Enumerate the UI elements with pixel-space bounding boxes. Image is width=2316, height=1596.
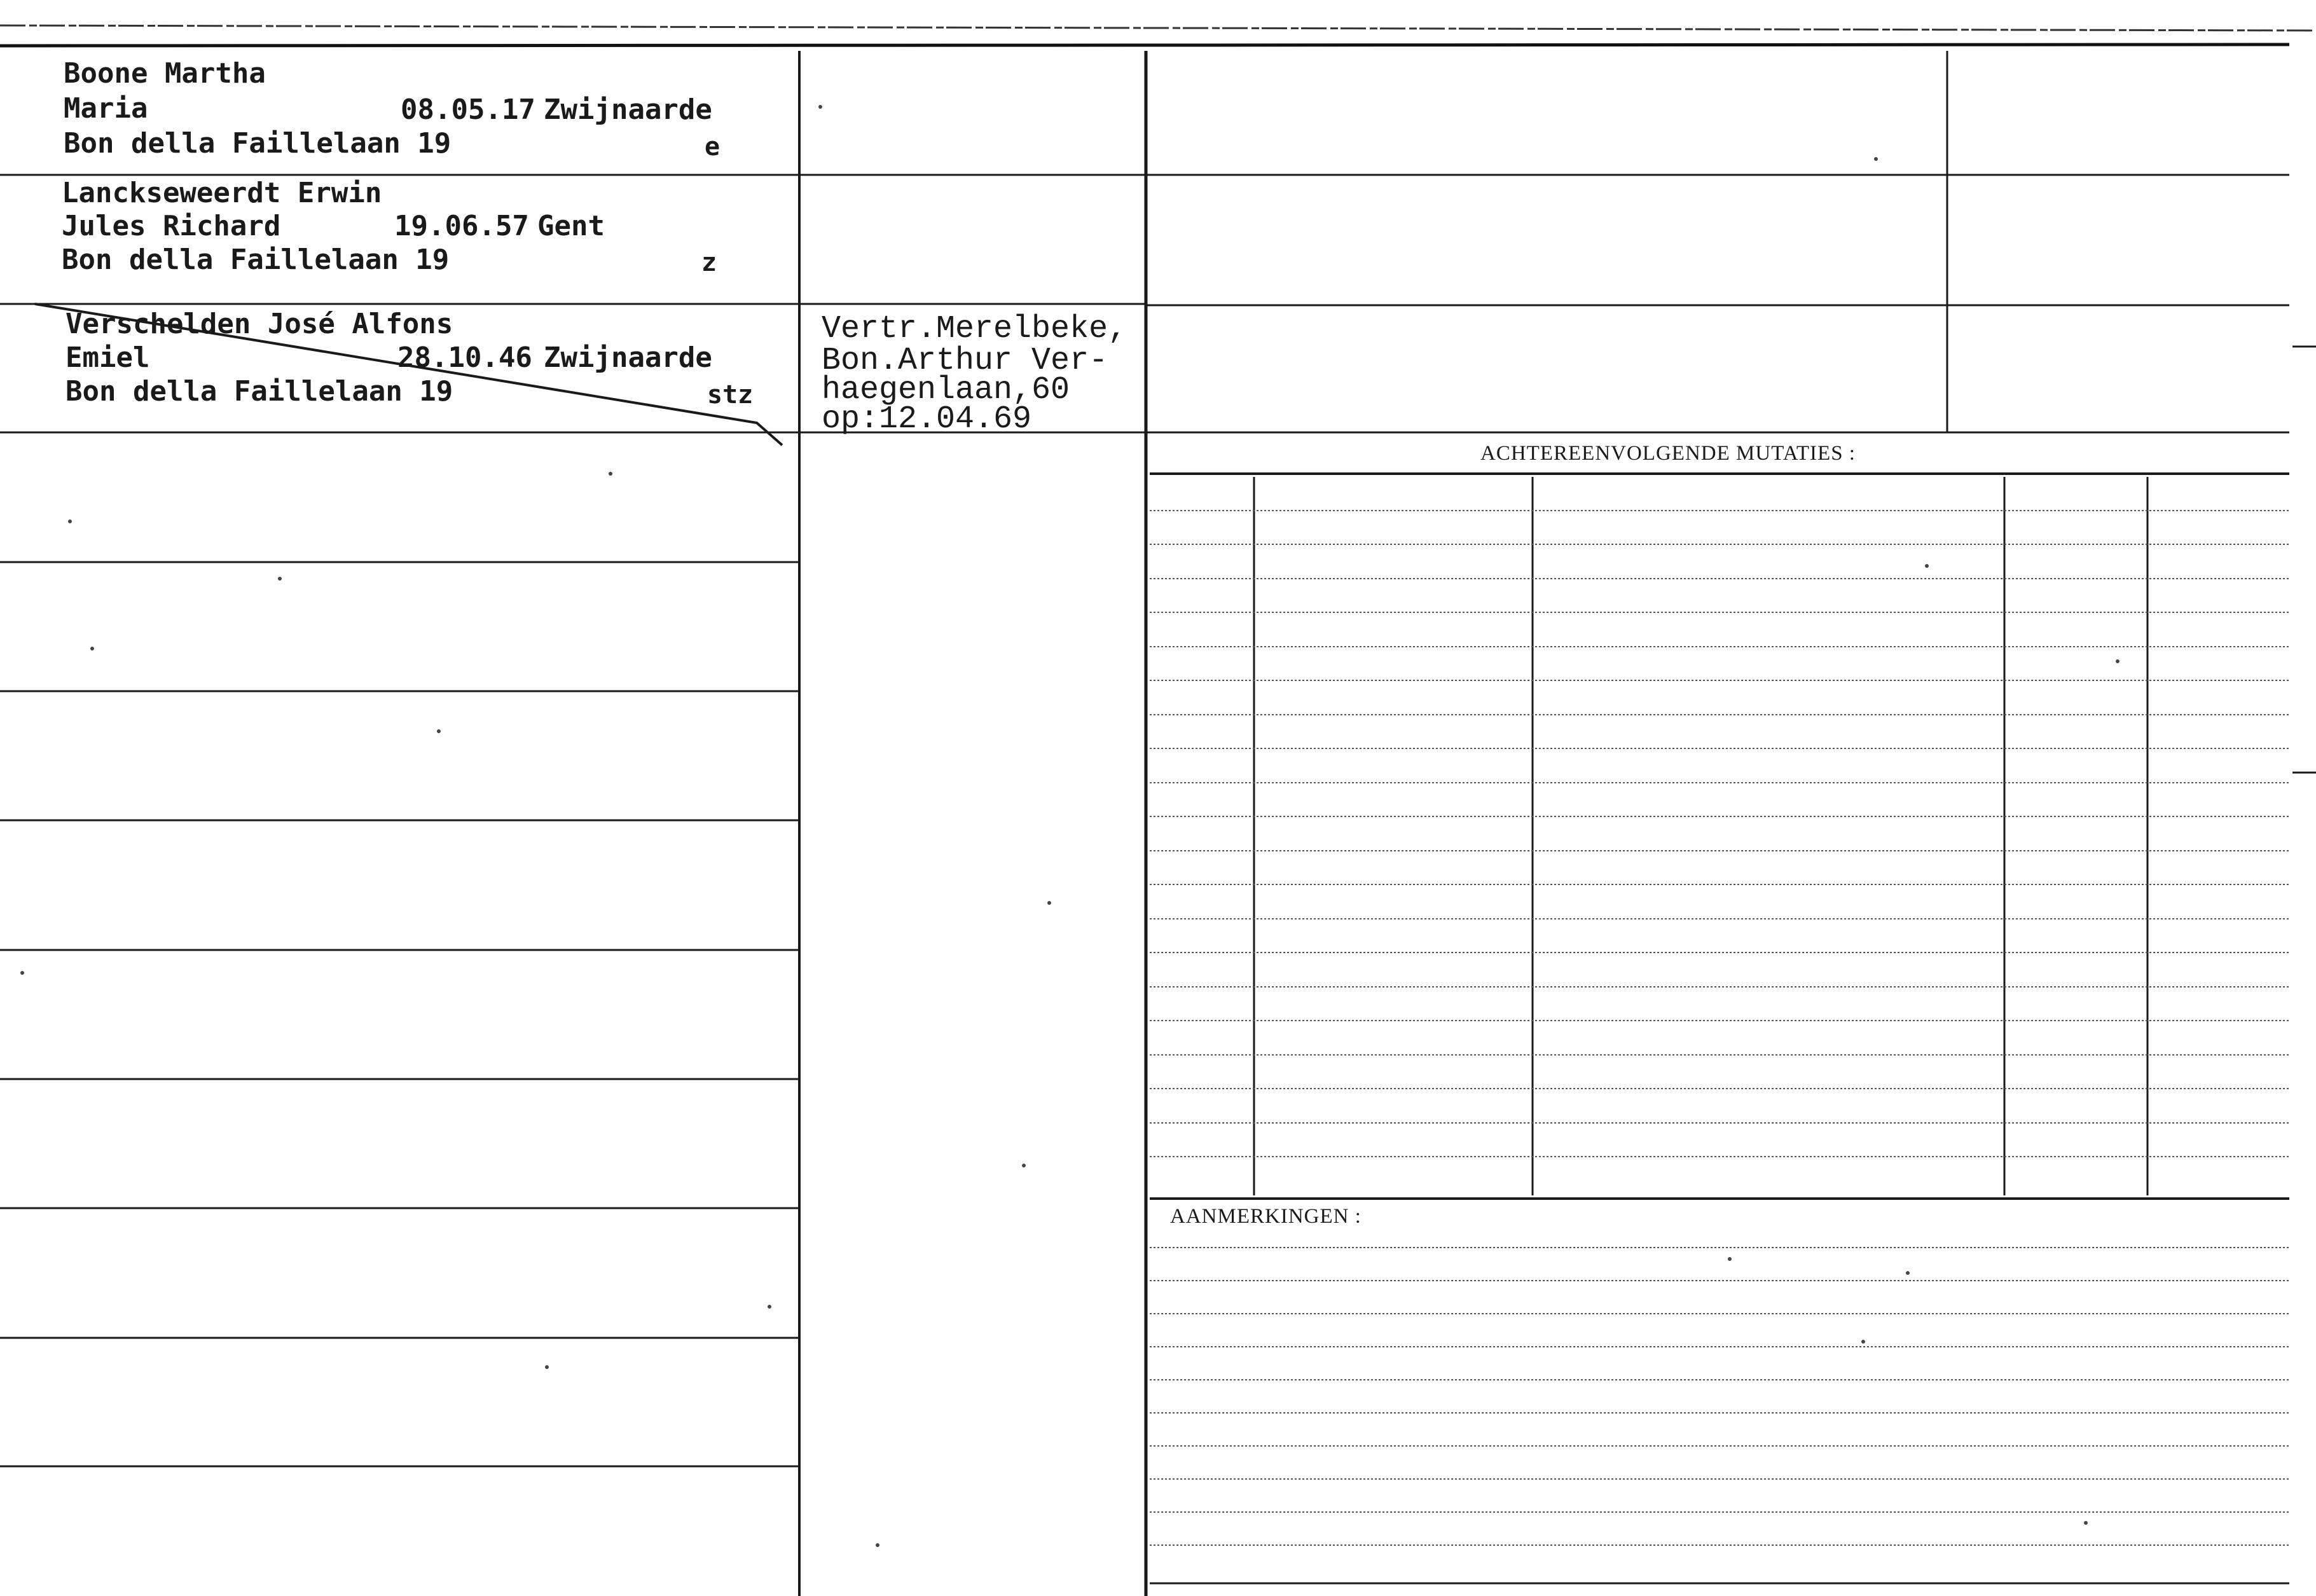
- departure-note-line-2: Bon.Arthur Ver-: [822, 343, 1108, 379]
- entry-1-birth-place: Zwijnaarde: [544, 93, 712, 126]
- entry-2-address: Bon della Faillelaan 19: [62, 244, 450, 276]
- departure-note-line-1: Vertr.Merelbeke,: [822, 311, 1127, 347]
- entry-1-given: Maria: [64, 92, 148, 125]
- mutaties-heading: ACHTEREENVOLGENDE MUTATIES :: [1480, 442, 1856, 465]
- entry-1-birth-date: 08.05.17: [401, 93, 535, 126]
- entry-3-birth-place: Zwijnaarde: [544, 341, 712, 374]
- entry-2-code: z: [701, 248, 717, 277]
- entry-3-code: stz: [707, 380, 754, 409]
- aanmerkingen-heading: AANMERKINGEN :: [1170, 1205, 1361, 1228]
- entry-3-given: Emiel: [65, 341, 150, 374]
- entry-1-code: e: [705, 132, 720, 162]
- entry-1-address: Bon della Faillelaan 19: [64, 127, 451, 160]
- entry-3-birth-date: 28.10.46: [397, 341, 532, 374]
- entry-2-birth-date: 19.06.57: [394, 210, 529, 242]
- entry-2-given: Jules Richard: [62, 210, 281, 242]
- entry-3-address: Bon della Faillelaan 19: [65, 375, 453, 408]
- entry-1-name: Boone Martha: [64, 57, 266, 90]
- entry-2-birth-place: Gent: [537, 210, 605, 242]
- entry-3-name: Verschelden José Alfons: [65, 308, 453, 340]
- departure-note-line-4: op:12.04.69: [822, 401, 1032, 437]
- departure-note-line-3: haegenlaan,60: [822, 372, 1070, 408]
- entry-2-name: Lanckseweerdt Erwin: [62, 177, 382, 209]
